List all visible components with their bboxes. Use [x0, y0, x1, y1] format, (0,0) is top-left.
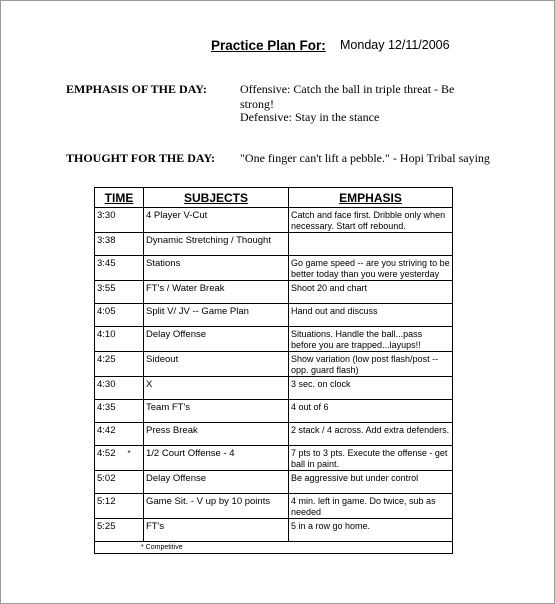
header-emphasis: EMPHASIS [289, 188, 453, 208]
title-row [211, 37, 450, 55]
practice-date: Monday 12/11/2006 [340, 38, 450, 52]
row-subject: 1/2 Court Offense - 4 [144, 446, 289, 471]
emphasis-offensive: Offensive: Catch the ball in triple threat - Be strong! [240, 82, 455, 111]
row-subject: Team FT's [144, 400, 289, 423]
emphasis-label: EMPHASIS OF THE DAY: [66, 82, 207, 96]
table-row [95, 471, 453, 494]
row-subject: Stations [144, 256, 289, 281]
row-emphasis: 5 in a row go home. [289, 519, 453, 542]
table-footnote: * Competitive [95, 542, 453, 554]
table-row [95, 256, 453, 281]
row-time-value: 4:52 [97, 448, 116, 459]
row-subject: FT's / Water Break [144, 281, 289, 304]
row-subject: Press Break [144, 423, 289, 446]
row-subject: Sideout [144, 352, 289, 377]
table-footnote-row [95, 542, 453, 554]
row-time: 3:55 [95, 281, 144, 304]
row-emphasis: Go game speed -- are you striving to be better today than you were yesterday [289, 256, 453, 281]
row-emphasis: Shoot 20 and chart [289, 281, 453, 304]
header-time: TIME [95, 188, 144, 208]
table-row [95, 208, 453, 233]
row-time: 4:42 [95, 423, 144, 446]
row-emphasis: 3 sec. on clock [289, 377, 453, 400]
table-row [95, 327, 453, 352]
row-time: 3:30 [95, 208, 144, 233]
row-subject: 4 Player V-Cut [144, 208, 289, 233]
row-time: 3:45 [95, 256, 144, 281]
table-row [95, 233, 453, 256]
row-emphasis: 4 out of 6 [289, 400, 453, 423]
row-emphasis: Catch and face first. Dribble only when necessary. Start off rebound. [289, 208, 453, 233]
row-subject: X [144, 377, 289, 400]
row-emphasis: Be aggressive but under control [289, 471, 453, 494]
row-time: 4:10 [95, 327, 144, 352]
row-time: 3:38 [95, 233, 144, 256]
table-row [95, 519, 453, 542]
row-emphasis: Hand out and discuss [289, 304, 453, 327]
header-subjects: SUBJECTS [144, 188, 289, 208]
table-row [95, 494, 453, 519]
row-time: 4:35 [95, 400, 144, 423]
row-time [95, 446, 144, 471]
table-row [95, 400, 453, 423]
practice-table [94, 187, 453, 554]
table-row [95, 377, 453, 400]
competitive-marker: * [127, 449, 131, 458]
row-emphasis: Situations. Handle the ball...pass before you are trapped...layups!! [289, 327, 453, 352]
row-emphasis [289, 233, 453, 256]
page-title: Practice Plan For: [211, 38, 326, 53]
row-emphasis: 2 stack / 4 across. Add extra defenders. [289, 423, 453, 446]
table-row [95, 304, 453, 327]
table-row [95, 423, 453, 446]
row-emphasis: 7 pts to 3 pts. Execute the offense - get ball in paint. [289, 446, 453, 471]
row-subject: Split V/ JV -- Game Plan [144, 304, 289, 327]
row-emphasis: Show variation (low post flash/post -- opp. guard flash) [289, 352, 453, 377]
table-row [95, 352, 453, 377]
table-header-row [95, 188, 453, 208]
row-time: 5:12 [95, 494, 144, 519]
thought-text: "One finger can't lift a pebble." - Hopi Tribal saying [240, 151, 490, 165]
row-time: 4:05 [95, 304, 144, 327]
emphasis-defensive: Defensive: Stay in the stance [240, 110, 380, 124]
row-subject: FT's [144, 519, 289, 542]
table-row [95, 281, 453, 304]
row-emphasis: 4 min. left in game. Do twice, sub as needed [289, 494, 453, 519]
row-time: 4:30 [95, 377, 144, 400]
table-row [95, 446, 453, 471]
row-subject: Delay Offense [144, 471, 289, 494]
row-subject: Game Sit. - V up by 10 points [144, 494, 289, 519]
row-time: 4:25 [95, 352, 144, 377]
thought-label: THOUGHT FOR THE DAY: [66, 151, 216, 165]
row-time: 5:02 [95, 471, 144, 494]
row-subject: Dynamic Stretching / Thought [144, 233, 289, 256]
row-time: 5:25 [95, 519, 144, 542]
row-subject: Delay Offense [144, 327, 289, 352]
